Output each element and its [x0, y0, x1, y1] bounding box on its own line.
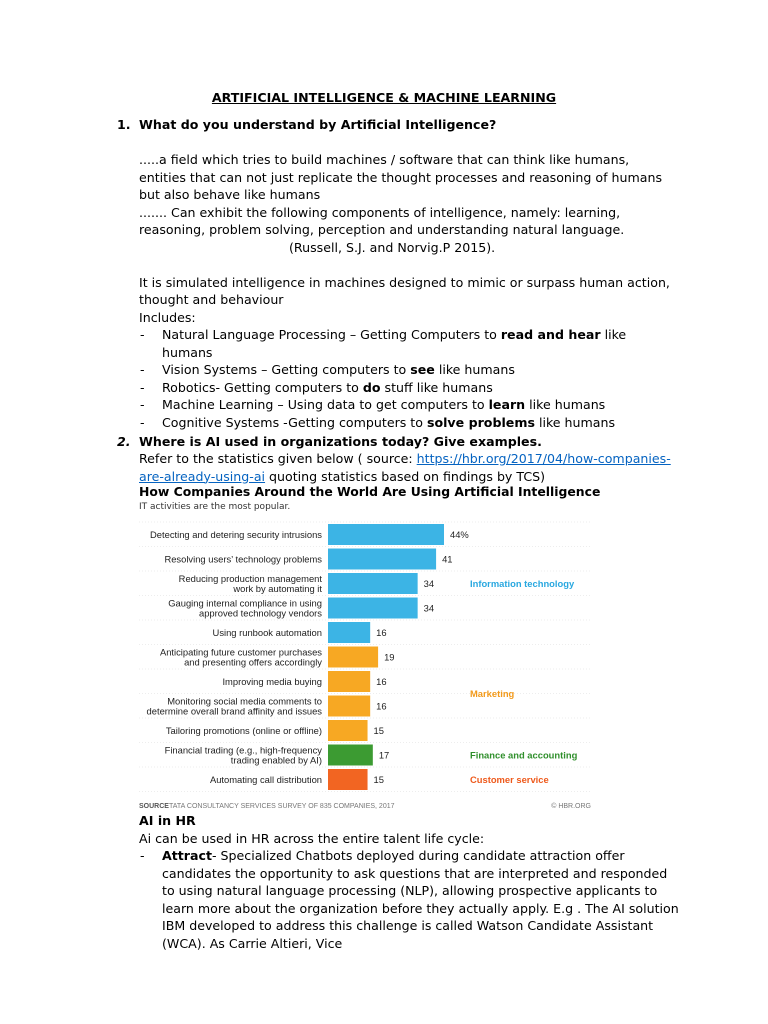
- question-2-reference: [139, 450, 679, 485]
- list-item: - Natural Language Processing – Getting Computers to read and hear like humans: [139, 326, 679, 361]
- bar: [328, 647, 378, 668]
- ai-in-hr-heading: AI in HR: [139, 813, 196, 828]
- group-label: Finance and accounting: [470, 749, 578, 761]
- ai-in-hr-intro: Ai can be used in HR across the entire talent life cycle:: [139, 830, 485, 846]
- includes-label: Includes:: [139, 309, 196, 325]
- category-label: Improving media buying: [222, 675, 322, 687]
- list-item: - Machine Learning – Using data to get computers to learn like humans: [139, 396, 679, 414]
- bar: [328, 524, 444, 545]
- bar: [328, 622, 370, 643]
- source-text: TATA CONSULTANCY SERVICES SURVEY OF 835 COMPANIES, 2017: [169, 803, 395, 810]
- bar: [328, 745, 373, 766]
- question-2: [117, 433, 542, 451]
- question-1-number: 1.: [117, 117, 131, 132]
- hr-list: [139, 847, 679, 952]
- chart-subtitle: IT activities are the most popular.: [139, 502, 291, 512]
- answer-paragraph-3: It is simulated intelligence in machines designed to mimic or surpass human action, thought and behaviour: [139, 274, 670, 307]
- category-label: Anticipating future customer purchases and presenting offers accordingly: [159, 646, 322, 668]
- group-label: Customer service: [470, 773, 549, 785]
- category-label: Gauging internal compliance in using approved technology vendors: [168, 597, 322, 619]
- category-label: Reducing production management work by automating it: [178, 572, 322, 594]
- answer-paragraph-2: ....... Can exhibit the following components of intelligence, namely: learning, reasoning, problem solving, perception and understanding natural language.: [139, 204, 625, 237]
- category-label: Monitoring social media comments to determine overall brand affinity and issues: [146, 695, 322, 717]
- group-label: Marketing: [470, 688, 515, 700]
- question-1-answer: [139, 151, 679, 431]
- value-label: 19: [384, 651, 395, 663]
- citation: (Russell, S.J. and Norvig.P 2015).: [289, 239, 496, 255]
- category-label: Tailoring promotions (online or offline): [165, 724, 322, 736]
- bar: [328, 671, 370, 692]
- includes-list: [139, 326, 679, 431]
- value-label: 16: [376, 700, 387, 712]
- list-item: - Vision Systems – Getting computers to see like humans: [139, 361, 679, 379]
- value-label: 16: [376, 675, 387, 687]
- category-label: Detecting and detering security intrusions: [150, 528, 322, 540]
- value-label: 15: [373, 724, 384, 736]
- value-label: 16: [376, 626, 387, 638]
- value-label: 41: [442, 553, 453, 565]
- value-label: 17: [378, 749, 390, 761]
- bar: [328, 720, 368, 741]
- bar: [328, 598, 418, 619]
- value-label: 34: [423, 577, 435, 589]
- bar-chart: [139, 514, 591, 814]
- source-link[interactable]: https://hbr.org/2017/04/how-companies-are-already-using-ai: [139, 451, 671, 484]
- reference-text: Refer to the statistics given below ( source: https://hbr.org/2017/04/how-companies-are-already-using-ai quoting statistics based on findings by TCS): [139, 451, 671, 484]
- value-label: 34: [423, 602, 435, 614]
- chart-title: How Companies Around the World Are Using Artificial Intelligence: [139, 484, 601, 499]
- list-item: [139, 847, 679, 952]
- bar: [328, 549, 436, 570]
- list-item: - Robotics- Getting computers to do stuff like humans: [139, 379, 679, 397]
- category-label: Using runbook automation: [212, 626, 322, 638]
- bar: [328, 573, 418, 594]
- question-1: [117, 116, 496, 134]
- document-title: ARTIFICIAL INTELLIGENCE & MACHINE LEARNING: [211, 90, 557, 105]
- category-label: Automating call distribution: [209, 773, 322, 785]
- answer-paragraph-1: .....a field which tries to build machines / software that can think like humans, entities that can not just replicate the thought processes and reasoning of humans but also behave like humans: [139, 152, 663, 202]
- question-2-number: 2.: [117, 434, 131, 449]
- question-2-text: Where is AI used in organizations today? Give examples.: [139, 434, 542, 449]
- list-item: - Cognitive Systems -Getting computers to solve problems like humans: [139, 414, 679, 432]
- category-label: Financial trading (e.g., high-frequency trading enabled by AI): [164, 744, 322, 766]
- value-label: 44%: [450, 528, 469, 540]
- attract-label: Attract: [162, 848, 212, 863]
- source-label: SOURCE: [139, 803, 169, 810]
- question-1-text: What do you understand by Artificial Intelligence?: [139, 117, 497, 132]
- ai-in-hr-section: [139, 812, 679, 847]
- category-label: Resolving users’ technology problems: [164, 553, 322, 565]
- credit-text: © HBR.ORG: [551, 803, 591, 810]
- bar: [328, 696, 370, 717]
- bar: [328, 769, 368, 790]
- value-label: 15: [373, 773, 384, 785]
- attract-text: - Specialized Chatbots deployed during candidate attraction offer candidates the opportunity to ask questions that are interpreted and responded to using natural language processing (NLP), allowing prospective applicants to learn more about the organization before they actually apply. E.g . The AI solution IBM developed to address this challenge is called Watson Candidate Assistant (WCA). As Carrie Altieri, Vice: [162, 848, 679, 951]
- group-label: Information technology: [470, 577, 575, 589]
